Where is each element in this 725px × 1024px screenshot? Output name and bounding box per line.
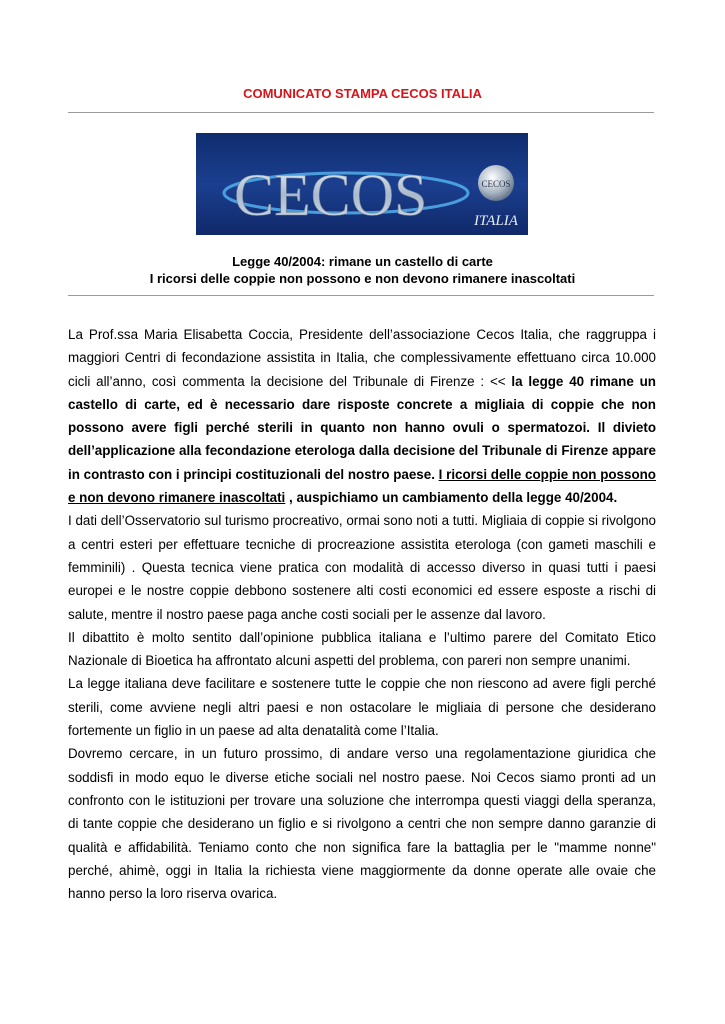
headline-divider: [68, 295, 654, 296]
logo-subword: ITALIA: [474, 213, 518, 229]
paragraph-1-underlined: I ricorsi delle coppie non possono e non devono rimanere inascoltati: [68, 466, 656, 506]
logo-badge-text: CECOS: [481, 179, 511, 189]
paragraph-1: [68, 323, 656, 509]
headline-line-2: I ricorsi delle coppie non possono e non devono rimanere inascoltati: [149, 271, 576, 286]
paragraph-5: Dovremo cercare, in un futuro prossimo, di andare verso una regolamentazione giuridica che soddisfi in modo equo le diverse etiche sociali nel nostro paese. Noi Cecos siamo pronti ad un confronto con le istituzioni per trovare una soluzione che interrompa questi viaggi della speranza, di tante coppie che desiderano un figlio e si rivolgono a centri che non sempre danno garanzie di qualità e affidabilità. Teniamo conto che non significa fare la battaglia per le "mamme nonne" perché, ahimè, oggi in Italia la richiesta viene maggiormente da donne operate alle ovaie che hanno perso la loro riserva ovarica.: [68, 746, 656, 902]
paragraph-1-end: , auspichiamo un cambiamento della legge 40/2004.: [285, 490, 618, 506]
paragraph-2: I dati dell’Osservatorio sul turismo procreativo, ormai sono noti a tutti. Migliaia di coppie si rivolgono a centri esteri per effettuare tecniche di procreazione assistita eterologa (con gameti maschili e femminili) . Questa tecnica viene pratica con modalità di accesso diverso in quasi tutti i paesi europei e le nostre coppie debbono sostenere alti costi economici ed essere esposte a rischi di salute, mentre il nostro paese paga anche costi sociali per le assenze dal lavoro.: [68, 513, 656, 622]
paragraph-1-quote: la legge 40 rimane un castello di carte, ed è necessario dare risposte concrete a migliaia di coppie che non possono avere figli perché sterili in quanto non hanno ovuli o spermatozoi. Il divieto dell’applicazione alla fecondazione eterologa dalla decisione del Tribunale di Firenze appare in contrasto con i principi costituzionali del nostro paese.: [68, 373, 656, 482]
paragraph-4: La legge italiana deve facilitare e sostenere tutte le coppie che non riescono ad avere figli perché sterili, come avviene negli altri paesi e non ostacolare le migliaia di persone che desiderano fortemente un figlio in un paese ad alta denatalità come l’Italia.: [68, 676, 656, 739]
logo-word: CECOS: [234, 162, 428, 228]
article-body: [68, 323, 656, 905]
top-divider: [68, 112, 654, 113]
paragraph-3: Il dibattito è molto sentito dall’opinione pubblica italiana e l’ultimo parere del Comitato Etico Nazionale di Bioetica ha affrontato alcuni aspetti del problema, con pareri non sempre unanimi.: [68, 629, 656, 669]
paragraph-1-intro: La Prof.ssa Maria Elisabetta Coccia, Presidente dell’associazione Cecos Italia, che raggruppa i maggiori Centri di fecondazione assistita in Italia, che complessivamente effettuano circa 10.000 cicli all’anno, così commenta la decisione del Tribunale di Firenze : <<: [68, 327, 656, 389]
cecos-logo: [196, 133, 528, 235]
press-release-title: COMUNICATO STAMPA CECOS ITALIA: [243, 86, 482, 101]
headline-line-1: Legge 40/2004: rimane un castello di carte: [232, 254, 493, 269]
